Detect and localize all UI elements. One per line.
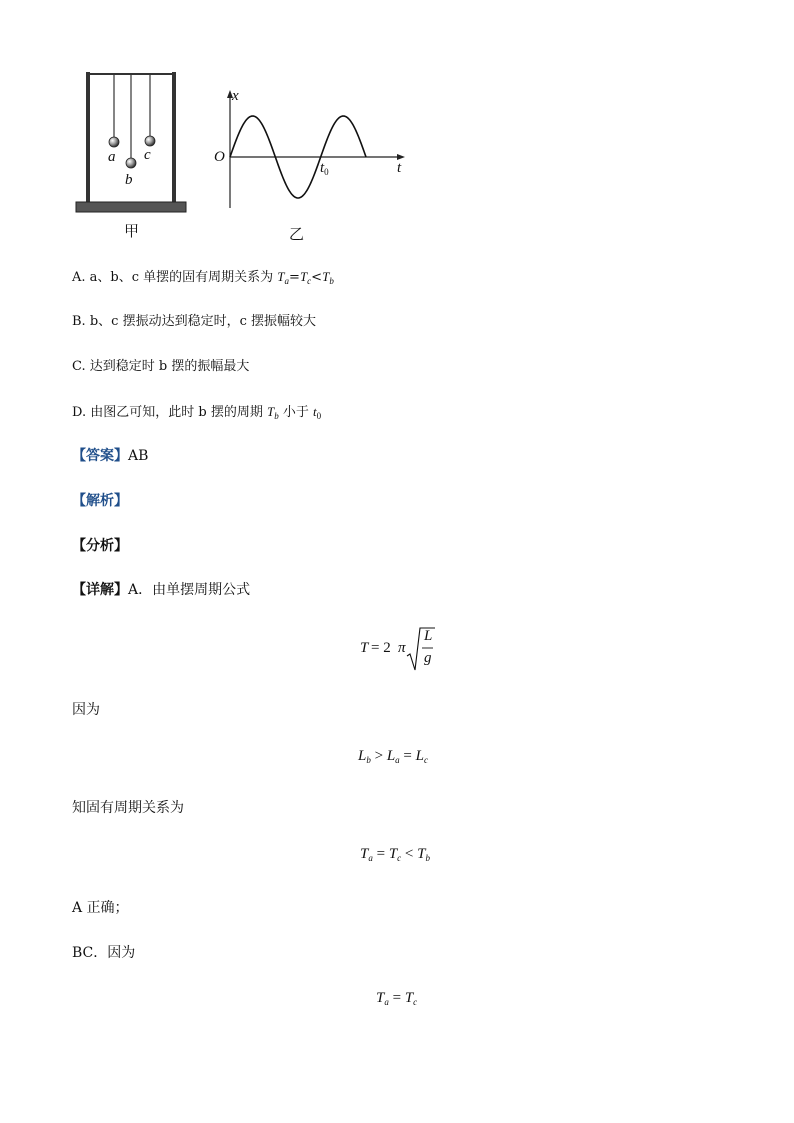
formula-periods: $T_a = T_c < T_b$: [360, 846, 430, 863]
label-c: c: [144, 147, 151, 163]
caption-jia: 甲: [124, 222, 140, 240]
axis-label-x: x: [232, 88, 239, 104]
know-line: 知固有周期关系为: [72, 800, 184, 816]
ball-b: [126, 158, 136, 168]
detail-line: 【详解】A．由单摆周期公式: [72, 582, 251, 598]
t0-label: $t_0$: [320, 160, 329, 177]
because-line: 因为: [72, 702, 100, 718]
option-a: A. a、b、c 单摆的固有周期关系为 $T_a=T_c<T_b$: [72, 269, 334, 286]
fenxi-heading: 【分析】: [72, 538, 128, 554]
formula-period: T = 2 π L g: [360, 630, 450, 674]
caption-yi: 乙: [289, 225, 305, 243]
axis-label-t: t: [397, 160, 402, 176]
analysis-heading: 【解析】: [72, 493, 128, 509]
a-correct-line: A 正确；: [72, 900, 129, 916]
label-b: b: [125, 172, 133, 188]
bc-because-line: BC．因为: [72, 945, 136, 961]
formula-ta-tc: $T_a = T_c$: [376, 990, 418, 1007]
frame-left-post: [86, 72, 90, 202]
ball-c: [145, 136, 155, 146]
frame-base: [76, 202, 186, 212]
ball-a: [109, 137, 119, 147]
label-a: a: [108, 149, 116, 165]
option-b: B. b、c 摆振动达到稳定时，c 摆振幅较大: [72, 314, 316, 329]
option-d: D. 由图乙可知，此时 b 摆的周期 $T_b$ 小于 $t_0$: [72, 404, 322, 421]
formula-length: $L_b > L_a = L_c$: [358, 748, 428, 765]
sine-graph: [215, 88, 415, 218]
origin-label: O: [214, 149, 225, 165]
answer-line: 【答案】AB: [72, 448, 149, 464]
option-c: C. 达到稳定时 b 摆的振幅最大: [72, 359, 250, 374]
frame-right-post: [172, 72, 176, 202]
